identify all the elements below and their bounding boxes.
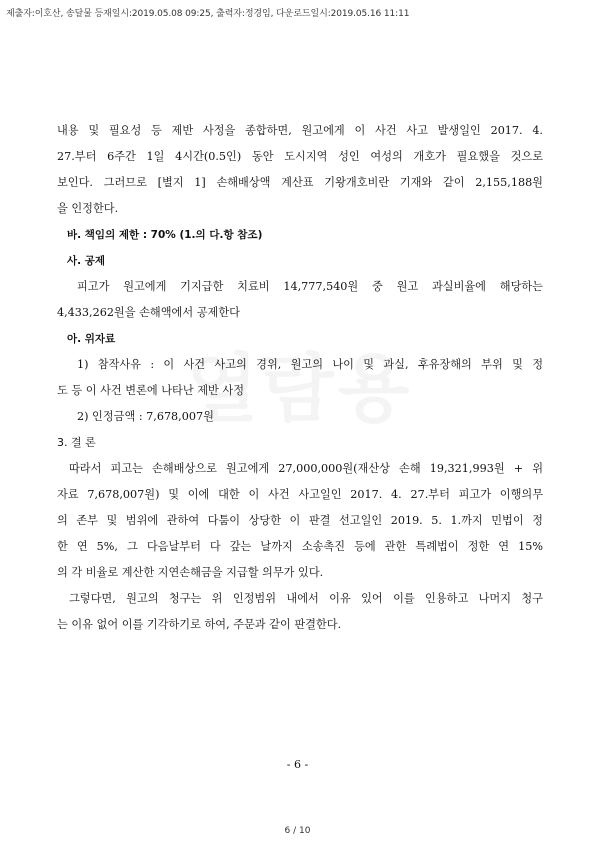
list-item-line: 1) 참작사유 : 이 사건 사고의 경위, 원고의 나이 및 과실, 후유장해의 부위 및 정 [77, 358, 543, 371]
paragraph-line: 그렇다면, 원고의 청구는 위 인정범위 내에서 이유 있어 이를 인용하고 나머지 청구 [69, 592, 543, 605]
section-heading-responsibility-limit: 바. 책임의 제한 : 70% (1.의 다.항 참조) [67, 229, 263, 241]
paragraph-line: 의 각 비율로 계산한 지연손해금을 지급할 의무가 있다. [57, 566, 324, 579]
list-item-line: 도 등 이 사건 변론에 나타난 제반 사정 [57, 384, 245, 397]
document-header: 제출자:이호산, 송달물 등재일시:2019.05.08 09:25, 출력자:정경임, 다운로드일시:2019.05.16 11:11 [6, 9, 410, 19]
paragraph-line: 을 인정한다. [57, 202, 119, 215]
paragraph-line: 자료 7,678,007원) 및 이에 대한 이 사건 사고일인 2017. 4. 27.부터 피고가 이행의무 [57, 488, 543, 501]
document-body [57, 118, 543, 638]
section-heading-consolation: 아. 위자료 [67, 333, 116, 345]
list-item: 2) 인정금액 : 7,678,007원 [77, 410, 214, 423]
paragraph-line: 따라서 피고는 손해배상으로 원고에게 27,000,000원(재산상 손해 19,321,993원 + 위 [69, 462, 543, 475]
paragraph-line: 한 연 5%, 그 다음날부터 다 갚는 날까지 소송촉진 등에 관한 특례법이 정한 연 15% [57, 540, 543, 553]
paragraph-line: 피고가 원고에게 기지급한 치료비 14,777,540원 중 원고 과실비율에 해당하는 [77, 280, 543, 293]
paragraph-line: 4,433,262원을 손해액에서 공제한다 [57, 306, 240, 319]
paragraph-line: 내용 및 필요성 등 제반 사정을 종합하면, 원고에게 이 사건 사고 발생일인 2017. 4. [57, 124, 543, 137]
paragraph-line: 보인다. 그러므로 [별지 1] 손해배상액 계산표 기왕개호비란 기재와 같이 2,155,188원 [57, 176, 543, 189]
section-heading-deduction: 사. 공제 [67, 255, 106, 267]
paragraph-line: 27.부터 6주간 1일 4시간(0.5인) 동안 도시지역 성인 여성의 개호가 필요했을 것으로 [57, 150, 543, 163]
section-heading-conclusion: 3. 결 론 [57, 436, 96, 449]
page-number: - 6 - [286, 758, 309, 771]
paragraph-line: 는 이유 없어 이를 기각하기로 하여, 주문과 같이 판결한다. [57, 618, 342, 631]
paragraph-line: 의 존부 및 범위에 관하여 다툼이 상당한 이 판결 선고일인 2019. 5. 1.까지 민법이 정 [57, 514, 543, 527]
page-indicator: 6 / 10 [284, 826, 311, 836]
